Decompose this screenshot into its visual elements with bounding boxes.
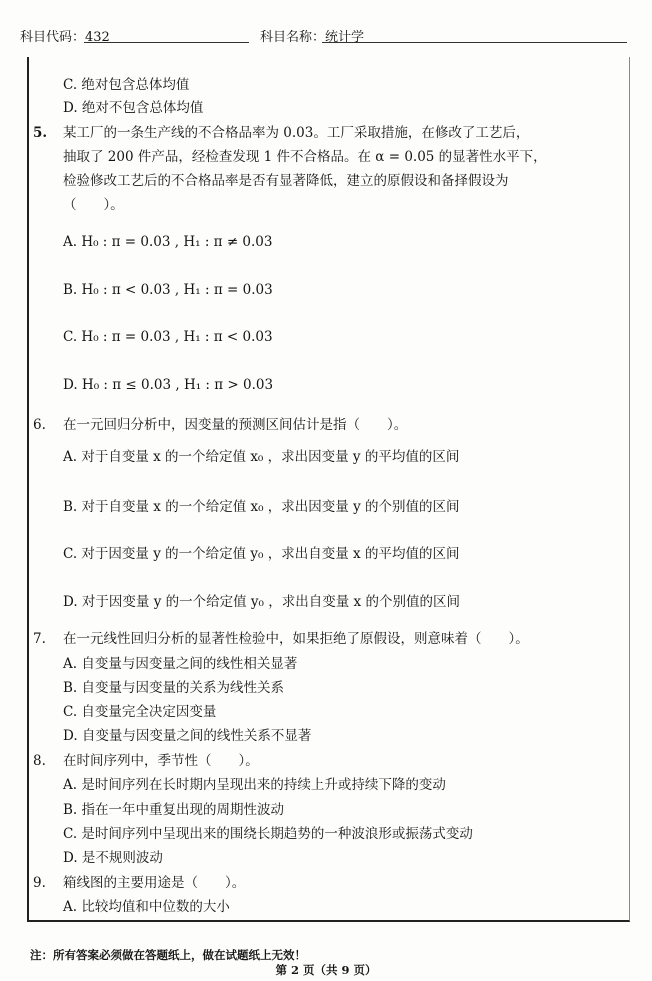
q7-stem: 在一元线性回归分析的显著性检验中，如果拒绝了原假设，则意味着（ ）。 xyxy=(63,631,529,647)
footer-note: 注：所有答案必须做在答题纸上，做在试题纸上无效！ xyxy=(30,948,306,962)
q9-option-a: A. 比较均值和中位数的大小 xyxy=(63,899,230,915)
q6-option-c: C. 对于因变量 y 的一个给定值 y₀ ，求出自变量 x 的平均值的区间 xyxy=(63,546,460,562)
q5-option-c: C. H₀ : π = 0.03 , H₁ : π < 0.03 xyxy=(63,329,273,345)
q5-option-b: B. H₀ : π < 0.03 , H₁ : π = 0.03 xyxy=(63,282,273,298)
q6-option-a: A. 对于自变量 x 的一个给定值 x₀ ，求出因变量 y 的平均值的区间 xyxy=(63,449,460,465)
q5-stem-line2: 抽取了 200 件产品，经检查发现 1 件不合格品。在 α = 0.05 的显著性水平下， xyxy=(63,149,547,165)
q7-option-d: D. 自变量与因变量之间的线性关系不显著 xyxy=(63,728,312,744)
q8-option-c: C. 是时间序列中呈现出来的围绕长期趋势的一种波浪形或振荡式变动 xyxy=(63,826,473,842)
q8-option-d: D. 是不规则波动 xyxy=(63,850,163,866)
q9-number: 9. xyxy=(33,875,46,891)
q6-number: 6. xyxy=(33,417,46,433)
q7-option-a: A. 自变量与因变量之间的线性相关显著 xyxy=(63,656,298,672)
q8-stem: 在时间序列中，季节性（ ）。 xyxy=(63,753,259,769)
q7-option-b: B. 自变量与因变量的关系为线性关系 xyxy=(63,680,285,696)
subject-name-underline xyxy=(322,42,627,43)
subject-name: 科目名称：统计学 xyxy=(260,30,365,45)
q4-option-c: C. 绝对包含总体均值 xyxy=(63,77,190,93)
subject-code: 科目代码：432 xyxy=(20,30,110,45)
q5-option-d: D. H₀ : π ≤ 0.03 , H₁ : π > 0.03 xyxy=(63,377,274,393)
q6-option-d: D. 对于因变量 y 的一个给定值 y₀ ，求出自变量 x 的个别值的区间 xyxy=(63,594,460,610)
q8-option-a: A. 是时间序列在长时期内呈现出来的持续上升或持续下降的变动 xyxy=(63,777,446,793)
q8-number: 8. xyxy=(33,753,46,769)
page-header xyxy=(20,24,620,46)
q5-stem-line1: 某工厂的一条生产线的不合格品率为 0.03。工厂采取措施，在修改了工艺后， xyxy=(63,125,530,141)
q6-option-b: B. 对于自变量 x 的一个给定值 x₀ ，求出因变量 y 的个别值的区间 xyxy=(63,499,460,515)
q5-option-a: A. H₀ : π = 0.03 , H₁ : π ≠ 0.03 xyxy=(63,234,273,250)
q5-stem-line4: （ ）。 xyxy=(63,197,124,213)
q5-number: 5. xyxy=(33,125,48,141)
q6-stem: 在一元回归分析中，因变量的预测区间估计是指（ ）。 xyxy=(63,417,408,433)
subject-code-underline xyxy=(84,42,249,43)
q7-option-c: C. 自变量完全决定因变量 xyxy=(63,704,217,720)
q5-stem-line3: 检验修改工艺后的不合格品率是否有显著降低，建立的原假设和备择假设为 xyxy=(63,173,509,189)
q7-number: 7. xyxy=(33,631,46,647)
q4-option-d: D. 绝对不包含总体均值 xyxy=(63,100,204,116)
q8-option-b: B. 指在一年中重复出现的周期性波动 xyxy=(63,802,285,818)
page-number: 第 2 页（共 9 页） xyxy=(275,963,377,977)
q9-stem: 箱线图的主要用途是（ ）。 xyxy=(63,875,246,891)
